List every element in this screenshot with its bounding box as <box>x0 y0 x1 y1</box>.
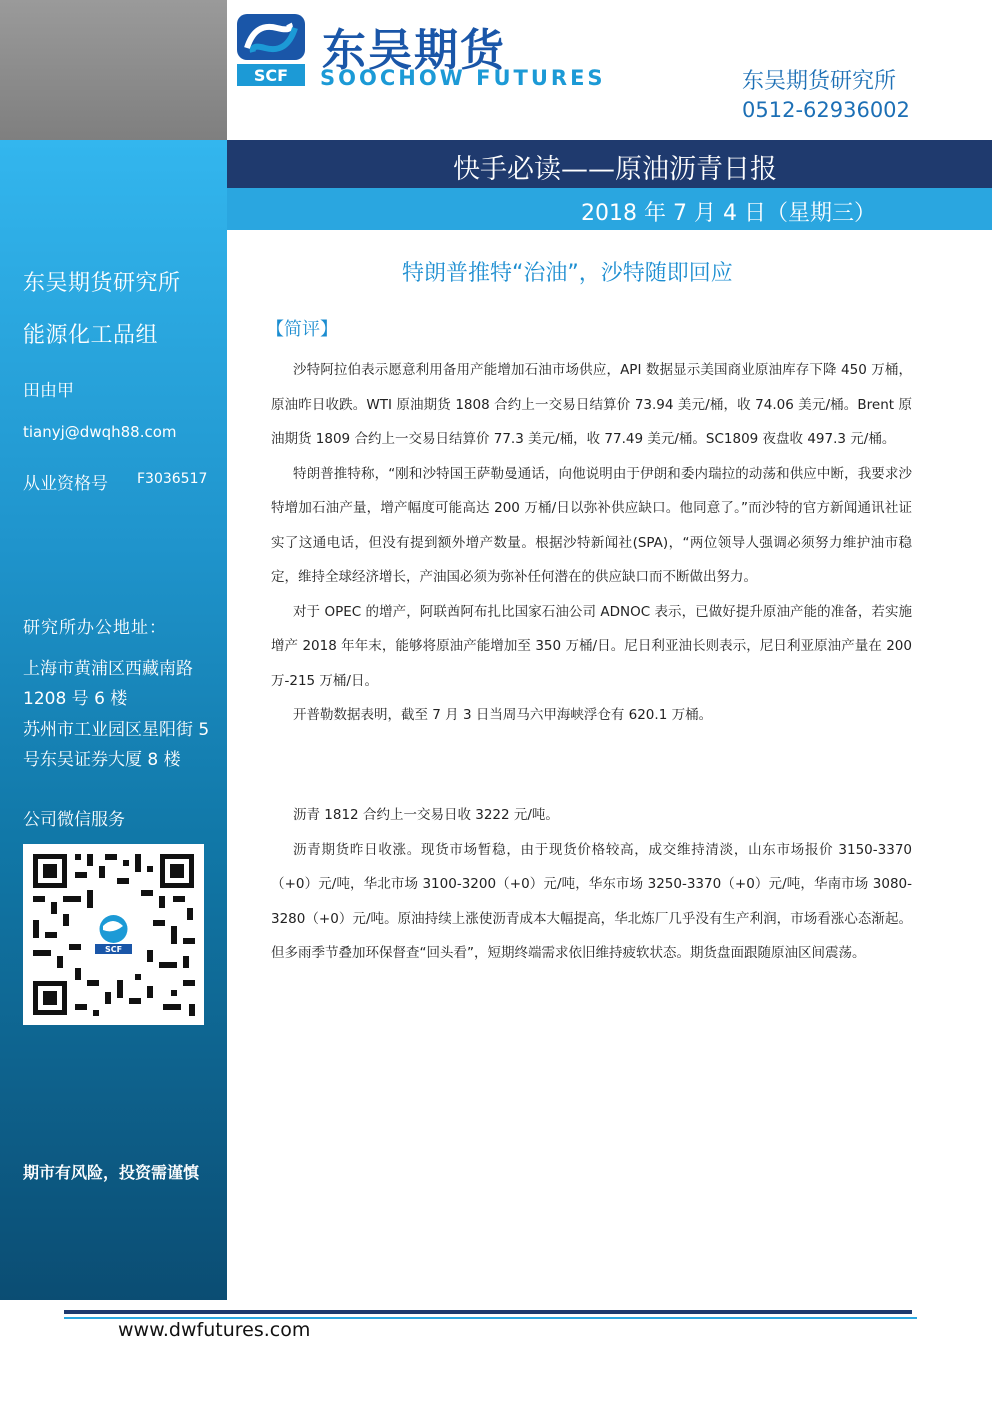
address-suzhou: 苏州市工业园区星阳街 5 号东吴证券大厦 8 楼 <box>23 720 210 770</box>
footer-divider <box>64 1310 912 1314</box>
sidebar-dept: 东吴期货研究所 <box>23 271 181 296</box>
wechat-label: 公司微信服务 <box>23 810 125 830</box>
author-name: 田由甲 <box>23 381 74 401</box>
paragraph: 沙特阿拉伯表示愿意利用备用产能增加石油市场供应，API 数据显示美国商业原油库存下降 450 万桶，原油昨日收跌。WTI 原油期货 1808 合约上一交易日结算价 73.94 美元/桶，收 74.06 美元/桶。Brent 原油期货 1809 合约上一交易日结算价 77.3 美元/桶，收 77.49 美元/桶。SC1809 夜盘收 497.3 元/桶。 <box>271 362 912 447</box>
paragraph: 对于 OPEC 的增产，阿联酋阿布扎比国家石油公司 ADNOC 表示，已做好提升原油产能的准备，若实施增产 2018 年年末，能够将原油产能增加至 350 万桶/日。尼日利亚油长则表示，尼日利亚原油产量在 200 万-215 万桶/日。 <box>271 603 912 689</box>
paragraph: 沥青期货昨日收涨。现货市场暂稳，由于现货价格较高，成交维持清淡，山东市场报价 3150-3370（+0）元/吨，华北市场 3100-3200（+0）元/吨，华东市场 3250-3370（+0）元/吨，华南市场 3080-3280（+0）元/吨。原油持续上涨使沥青成本大幅提高，华北炼厂几乎没有生产利润，市场看涨心态渐起。但多雨季节叠加环保督查“回头看”，短期终端需求依旧维持疲软状态。期货盘面跟随原油区间震荡。 <box>271 841 912 961</box>
report-date: 2018 年 7 月 4 日（星期三） <box>581 201 876 226</box>
asphalt-commentary <box>271 798 912 971</box>
author-email: tianyj@dwqh88.com <box>23 423 177 441</box>
institute-phone: 0512-62936002 <box>742 98 910 122</box>
risk-warning: 期市有风险，投资需谨慎 <box>23 1163 200 1182</box>
sidebar-group: 能源化工品组 <box>23 323 159 348</box>
date-bar <box>227 188 992 230</box>
cert-number: F3036517 <box>137 471 208 487</box>
qr-logo-text: SCF <box>104 945 123 954</box>
sidebar <box>0 140 227 1300</box>
logo-abbr: SCF <box>253 66 289 85</box>
institute-name: 东吴期货研究所 <box>742 69 897 94</box>
section-heading: 【简评】 <box>266 319 338 340</box>
wechat-qr-code <box>23 844 204 1025</box>
report-title-bar <box>227 140 992 188</box>
website-link[interactable]: www.dwfutures.com <box>118 1319 311 1341</box>
sidebar-top-block <box>0 0 227 140</box>
paragraph: 特朗普推特称，“刚和沙特国王萨勒曼通话，向他说明由于伊朗和委内瑞拉的动荡和供应中断，我要求沙特增加石油产量，增产幅度可能高达 200 万桶/日以弥补供应缺口。他同意了。”而沙特的官方新闻通讯社证实了这通电话，但没有提到额外增产数量。根据沙特新闻社(SPA)，“两位领导人强调必须努力维护油市稳定，维持全球经济增长，产油国必须为弥补任何潜在的供应缺口而不断做出努力。 <box>271 465 912 585</box>
brand-name-cn: 东吴期货 <box>322 25 506 76</box>
brand-name-en: SOOCHOW FUTURES <box>320 66 606 90</box>
headline: 特朗普推特“治油”，沙特随即回应 <box>402 261 733 286</box>
paragraph: 开普勒数据表明，截至 7 月 3 日当周马六甲海峡浮仓有 620.1 万桶。 <box>293 707 713 723</box>
report-title: 快手必读——原油沥青日报 <box>453 154 777 185</box>
cert-label: 从业资格号 <box>23 474 108 494</box>
crude-oil-commentary <box>271 353 912 733</box>
address-shanghai: 上海市黄浦区西藏南路 1208 号 6 楼 <box>23 659 193 709</box>
address-title: 研究所办公地址： <box>23 618 167 638</box>
paragraph: 沥青 1812 合约上一交易日收 3222 元/吨。 <box>293 807 559 823</box>
